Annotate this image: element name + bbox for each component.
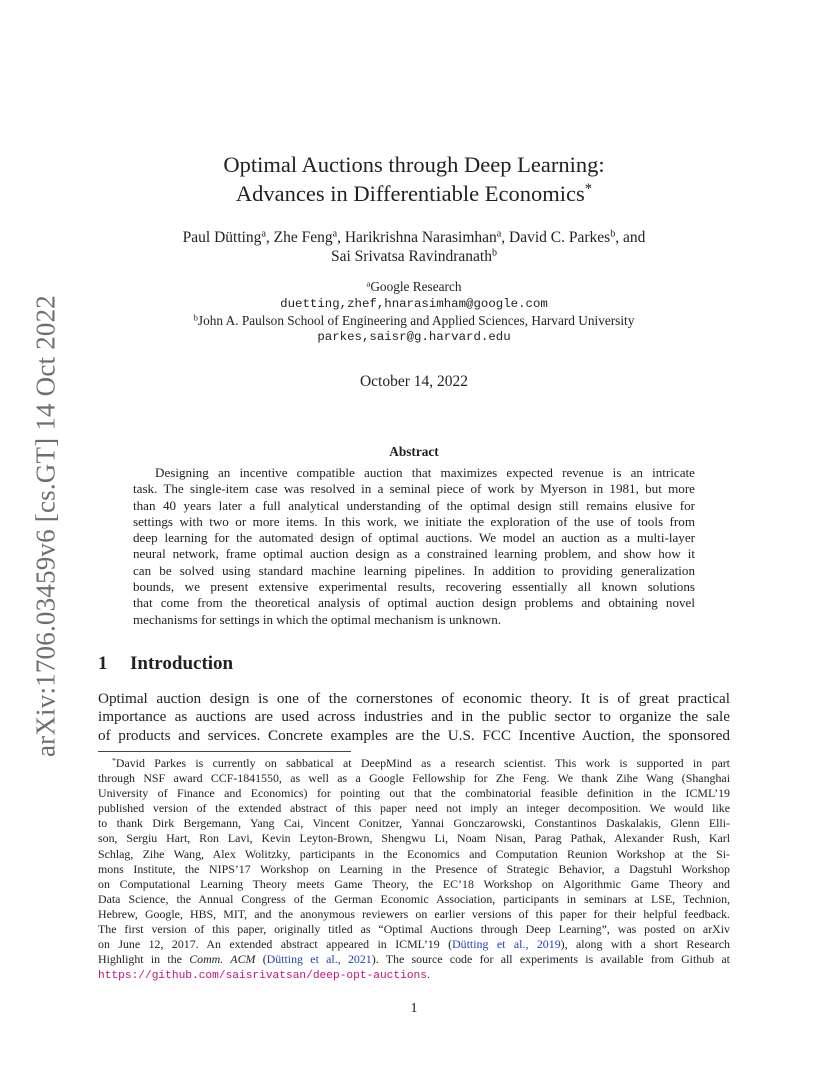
- footnote-text: .: [426, 967, 430, 982]
- abstract-body: [133, 465, 695, 628]
- section-number: 1: [98, 653, 108, 674]
- abstract-line: task. The single-item case was resolved in a seminal piece of work by Myerson in 1981, but more: [133, 481, 695, 497]
- abstract-line: bounds, we present extensive experimental results, recovering essentially all known solutions: [133, 579, 695, 595]
- affiliation-mark: b: [193, 311, 198, 322]
- abstract-line: settings with two or more items. In this work, we initiate the exploration of the use of tools from: [133, 513, 695, 529]
- footnote-line: mons Institute, the NIPS’17 Workshop on Learning in the Presence of Strategic Behavior, a Dagstuhl Workshop: [98, 861, 730, 876]
- author-name: , David C. Parkes: [501, 229, 611, 246]
- footnote-line: [98, 937, 730, 952]
- footnote-line: Data Science, the Annual Congress of the German Economic Association, participants in seminars at LSE, Technion,: [98, 891, 730, 906]
- footnote-text: Highlight in the: [98, 952, 190, 967]
- footnote-text: on June 12, 2017. An extended abstract appeared in ICML’19 (: [98, 937, 453, 952]
- abstract-line: than 40 years later a full analytical understanding of the optimal design still remains elusive for: [133, 497, 695, 513]
- author-affil-mark: a: [261, 228, 266, 240]
- intro-line: of products and services. Concrete examples are the U.S. FCC Incentive Auction, the sponsored: [98, 726, 730, 744]
- affiliation-a: [0, 279, 828, 296]
- footnote-line: on Computational Learning Theory meets Game Theory, the EC’18 Workshop on Algorithmic Game Theory and: [98, 876, 730, 891]
- footnote-line-text: David Parkes is currently on sabbatical at DeepMind as a research scientist. This work is supported in part: [115, 756, 730, 770]
- footnote-text: ). The source code for all experiments is available from Github at: [371, 952, 730, 967]
- affiliations: [0, 279, 828, 346]
- abstract-line: mechanisms for settings in which the optimal mechanism is unknown.: [133, 611, 502, 627]
- arxiv-identifier-stamp: arXiv:1706.03459v6 [cs.GT] 14 Oct 2022: [30, 294, 61, 758]
- footnote: [98, 756, 730, 984]
- footnote-line: The first version of this paper, originally titled as “Optimal Auctions through Deep Learning”, was posted on arXiv: [98, 922, 730, 937]
- author-connector: , and: [615, 229, 646, 246]
- affiliation-b: [0, 313, 828, 330]
- intro-line: Optimal auction design is one of the cornerstones of economic theory. It is of great practical: [98, 690, 730, 707]
- author-line-1: [0, 228, 828, 247]
- footnote-line: through NSF award CCF-1841550, as well as a Google Fellowship for Zhe Feng. We thank Zihe Wang (Shanghai: [98, 771, 730, 786]
- abstract-line: deep learning for the automated design of optimal auctions. We model an auction as a multi-layer: [133, 530, 695, 546]
- title-line-2: [0, 179, 828, 208]
- introduction-text: [98, 690, 730, 745]
- author-list: [0, 228, 828, 266]
- footnote-line: University of Finance and Economics) for pointing out that the combinatorial feasible definition in the ICML’19: [98, 786, 730, 801]
- footnote-line: [98, 756, 730, 771]
- author-affil-mark: b: [610, 228, 616, 240]
- author-name: Sai Srivatsa Ravindranath: [330, 248, 492, 265]
- footnote-text: ), along with a short Research: [560, 937, 730, 952]
- paper-title: [0, 150, 828, 208]
- affiliation-name: Google Research: [370, 279, 462, 294]
- section-title: Introduction: [130, 653, 234, 674]
- section-heading-introduction: [98, 653, 233, 675]
- footnote-line: son, Sergiu Hart, Ron Lavi, Kevin Leyton-Brown, Shengwu Li, Noam Nisan, Parag Pathak, Alexander Rush, Karl: [98, 831, 730, 846]
- title-line-1: Optimal Auctions through Deep Learning:: [223, 152, 605, 177]
- author-affil-mark: b: [491, 247, 498, 259]
- citation-link[interactable]: Dütting et al., 2021: [266, 952, 372, 967]
- abstract-heading: Abstract: [389, 444, 439, 459]
- footnote-line: [98, 952, 730, 967]
- abstract-line: neural network, frame optimal auction design as a constrained learning problem, and show how it: [133, 546, 695, 562]
- title-footnote-mark[interactable]: *: [584, 180, 593, 197]
- paper-date: October 14, 2022: [359, 373, 469, 390]
- title-line-2-text: Advances in Differentiable Economics: [235, 181, 585, 206]
- github-url-link[interactable]: https://github.com/saisrivatsan/deep-opt-auctions: [98, 970, 427, 983]
- footnote-text: (: [255, 952, 267, 967]
- page-number: 1: [410, 1001, 418, 1016]
- footnote-rule: [98, 751, 351, 752]
- footnote-mark: *: [112, 755, 116, 765]
- citation-link[interactable]: Dütting et al., 2019: [452, 937, 561, 952]
- abstract-line: can be solved using standard machine learning pipelines. In addition to providing generalization: [133, 562, 695, 578]
- affiliation-b-emails: parkes,saisr@g.harvard.edu: [317, 330, 511, 345]
- footnote-line: Schlag, Zihe Wang, Alex Wolitzky, participants in the Economics and Computation Reunion Workshop at the Si-: [98, 846, 730, 861]
- author-affil-mark: a: [332, 228, 338, 240]
- author-name: , Zhe Feng: [265, 229, 333, 246]
- footnote-line: [98, 967, 730, 984]
- footnote-line: Hebrew, Google, HBS, MIT, and the anonymous reviewers on earlier versions of this paper for their helpful feedback.: [98, 906, 730, 921]
- affiliation-name: John A. Paulson School of Engineering and Applied Sciences, Harvard University: [197, 312, 635, 328]
- footnote-line: published version of the extended abstract of this paper need not imply an integer decomposition. We would like: [98, 801, 730, 816]
- author-line-2: [0, 247, 828, 266]
- abstract-line: Designing an incentive compatible auction that maximizes expected revenue is an intricate: [155, 465, 695, 480]
- intro-line: importance as auctions are used across industries and in the public sector to organize the sale: [98, 708, 730, 726]
- affiliation-mark: a: [366, 278, 371, 289]
- affiliation-a-emails: duetting,zhef,hnarasimham@google.com: [280, 296, 548, 311]
- author-name: Paul Dütting: [182, 229, 262, 246]
- footnote-line: to thank Dirk Bergemann, Yang Cai, Vincent Conitzer, Yannai Gonczarowski, Constantinos Daskalakis, Glenn Elli-: [98, 816, 730, 831]
- abstract-line: that come from the theoretical analysis of optimal auction design problems and obtaining novel: [133, 595, 695, 611]
- journal-name: Comm. ACM: [189, 952, 256, 967]
- author-affil-mark: a: [496, 228, 502, 240]
- author-name: , Harikrishna Narasimhan: [337, 229, 497, 246]
